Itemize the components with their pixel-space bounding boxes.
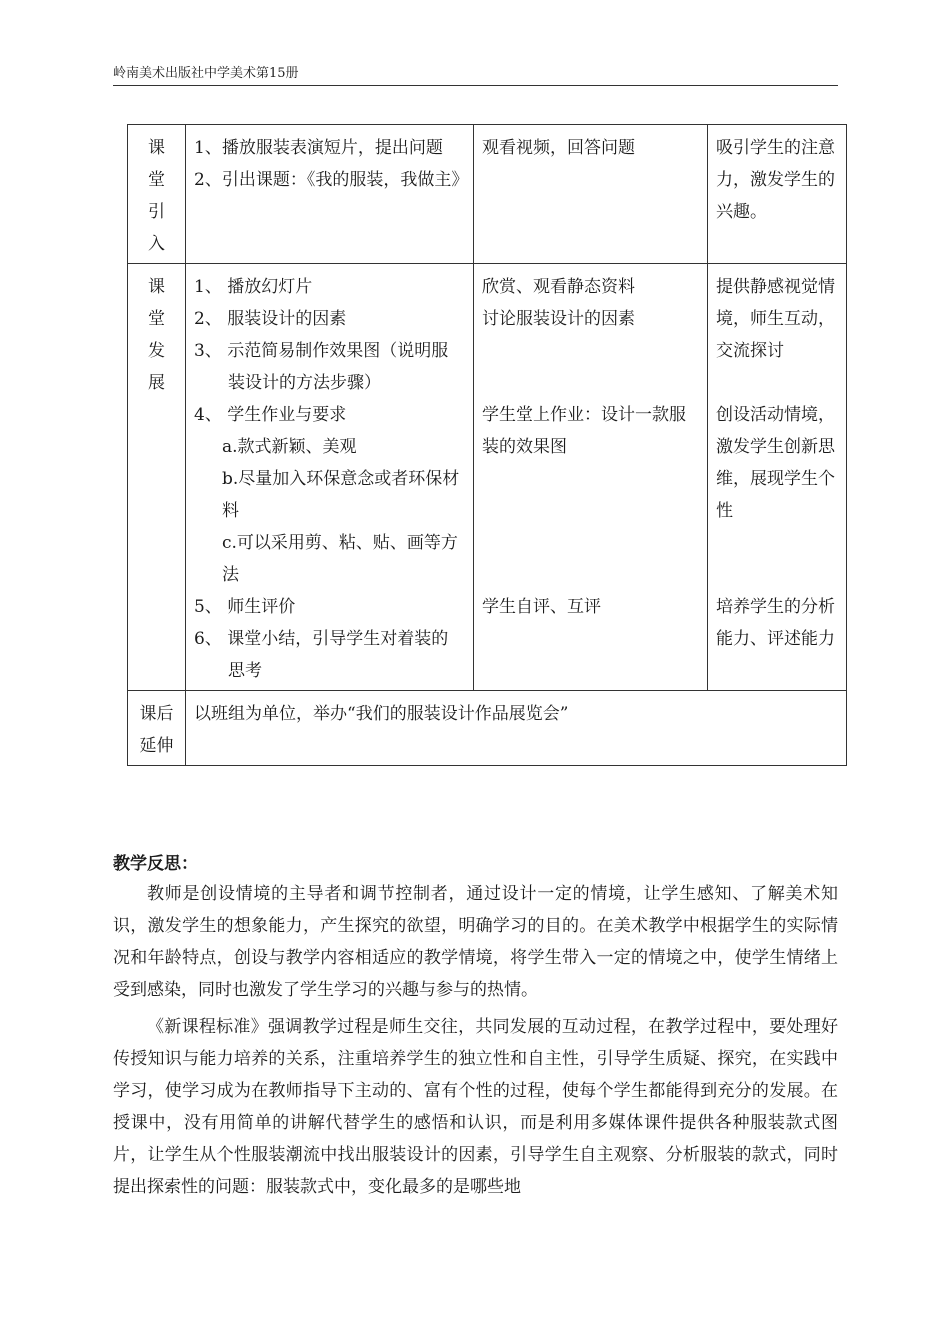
reflection-paragraph: 《新课程标准》强调教学过程是师生交往，共同发展的互动过程，在教学过程中，要处理好传授知识与能力培养的关系，注重培养学生的独立性和自主性，引导学生质疑、探究，在实践中学习，使学习成为在教师指导下主动的、富有个性的过程，使每个学生都能得到充分的发展。在授课中，没有用简单的讲解代替学生的感悟和认识，而是利用多媒体课件提供各种服装款式图片，让学生从个性服装潮流中找出服装设计的因素，引导学生自主观察、分析服装的款式，同时提出探索性的问题：服装款式中，变化最多的是哪些地	[113, 1017, 838, 1197]
table-row-extension	[128, 691, 847, 766]
stage-char: 入	[148, 234, 165, 254]
intent-item: 吸引学生的注意力，激发学生的兴趣。	[716, 138, 835, 222]
teacher-item: 2、 服装设计的因素	[194, 309, 347, 329]
stage-text: 课后	[139, 704, 174, 724]
student-item: 欣赏、观看静态资料	[482, 277, 635, 297]
page-header: 岭南美术出版社中学美术第15册	[113, 66, 838, 86]
reflection-paragraph: 教师是创设情境的主导者和调节控制者，通过设计一定的情境，让学生感知、了解美术知识，激发学生的想象能力，产生探究的欲望，明确学习的目的。在美术教学中根据学生的实际情况和年龄特点，创设与教学内容相适应的教学情境，将学生带入一定的情境之中，使学生情绪上受到感染，同时也激发了学生学习的兴趣与参与的热情。	[113, 884, 838, 1000]
teacher-item: 1、 播放幻灯片	[194, 277, 313, 297]
stage-char: 发	[148, 341, 165, 361]
stage-char: 课	[148, 138, 165, 158]
design-intent-cell	[708, 125, 847, 264]
stage-cell-extension	[128, 691, 186, 766]
intent-item: 提供静感视觉情境，师生互动，交流探讨	[716, 277, 835, 361]
intent-item: 培养学生的分析能力、评述能力	[716, 597, 835, 649]
stage-cell-development	[128, 264, 186, 691]
design-intent-cell	[708, 264, 847, 691]
lesson-plan-table	[127, 124, 847, 766]
student-item: 学生自评、互评	[482, 597, 601, 617]
teacher-item: 2、引出课题：《我的服装，我做主》	[194, 170, 469, 190]
student-activity-cell	[474, 125, 708, 264]
student-item: 学生堂上作业：设计一款服装的效果图	[482, 405, 686, 457]
teacher-item: 6、 课堂小结，引导学生对着装的思考	[194, 629, 449, 681]
teacher-subitem: a.款式新颖、美观	[222, 437, 357, 457]
stage-char: 堂	[148, 170, 165, 190]
table-row-intro	[128, 125, 847, 264]
teacher-subitem: c.可以采用剪、粘、贴、画等方法	[222, 533, 458, 585]
teacher-activity-cell	[186, 264, 474, 691]
teacher-item: 5、 师生评价	[194, 597, 296, 617]
teacher-item: 3、 示范简易制作效果图（说明服装设计的方法步骤）	[194, 341, 449, 393]
extension-content-cell	[186, 691, 847, 766]
stage-char: 展	[148, 373, 165, 393]
stage-text: 延伸	[139, 736, 174, 756]
teacher-item: 4、 学生作业与要求	[194, 405, 347, 425]
student-activity-cell	[474, 264, 708, 691]
teacher-subitem: b.尽量加入环保意念或者环保材料	[222, 469, 460, 521]
stage-char: 课	[148, 277, 165, 297]
student-item: 讨论服装设计的因素	[482, 309, 635, 329]
stage-cell-intro	[128, 125, 186, 264]
teacher-activity-cell	[186, 125, 474, 264]
teacher-item: 1、播放服装表演短片，提出问题	[194, 138, 443, 158]
stage-char: 堂	[148, 309, 165, 329]
reflection-title: 教学反思：	[113, 854, 198, 874]
table-row-development	[128, 264, 847, 691]
student-item: 观看视频，回答问题	[482, 138, 635, 158]
intent-item: 创设活动情境，激发学生创新思维，展现学生个性	[716, 405, 835, 521]
teaching-reflection	[113, 852, 838, 1208]
extension-text: 以班组为单位，举办“我们的服装设计作品展览会”	[194, 704, 569, 724]
stage-char: 引	[148, 202, 165, 222]
